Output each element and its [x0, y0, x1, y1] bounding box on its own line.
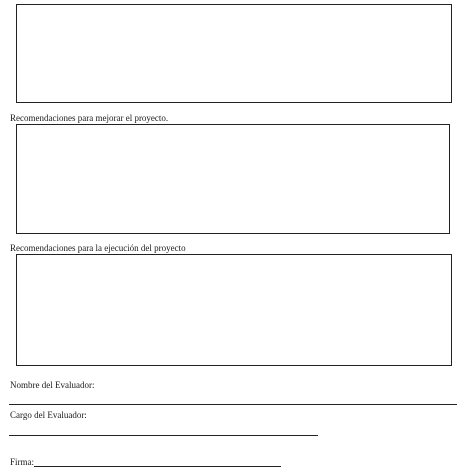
execution-recommendations-label: Recomendaciones para la ejecución del proyecto: [10, 243, 186, 253]
evaluator-name-line[interactable]: [9, 404, 457, 405]
evaluator-role-label: Cargo del Evaluador:: [10, 410, 87, 420]
evaluator-role-line[interactable]: [9, 435, 318, 436]
improvement-recommendations-label: Recomendaciones para mejorar el proyecto.: [10, 113, 169, 123]
evaluator-name-label: Nombre del Evaluador:: [10, 380, 95, 390]
comments-box-top[interactable]: [16, 4, 452, 103]
signature-line[interactable]: [34, 466, 281, 467]
signature-label: Firma:: [10, 457, 34, 467]
execution-recommendations-box[interactable]: [16, 254, 452, 366]
improvement-recommendations-box[interactable]: [16, 124, 450, 234]
